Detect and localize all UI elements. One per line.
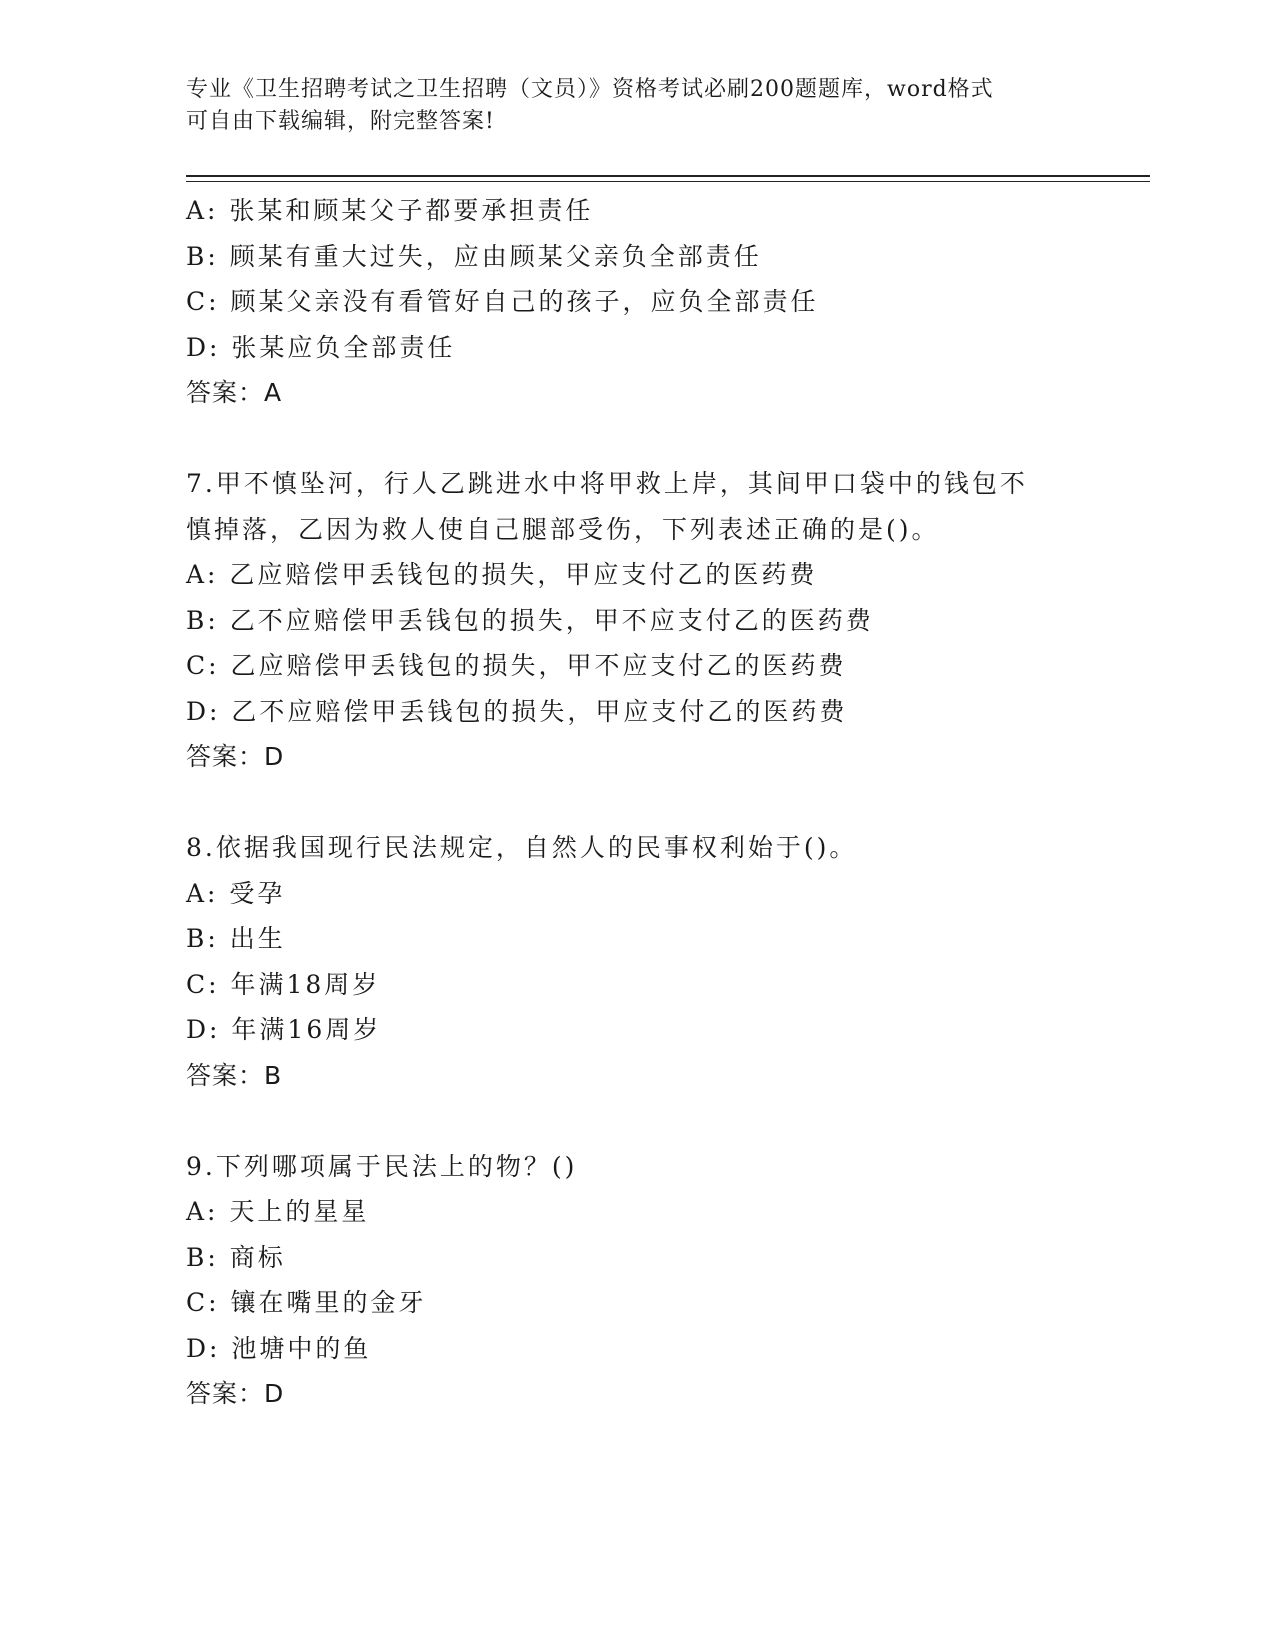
question-list (186, 188, 1146, 1417)
option-a: A: 乙应赔偿甲丢钱包的损失，甲应支付乙的医药费 (186, 560, 818, 589)
option-c: C: 镶在嘴里的金牙 (186, 1288, 427, 1317)
option-d: D: 年满16周岁 (186, 1015, 382, 1044)
answer: 答案：D (186, 742, 285, 771)
option-b: B: 出生 (186, 924, 286, 953)
option-d: D: 张某应负全部责任 (186, 332, 456, 362)
spacer (186, 1098, 1146, 1144)
header-line-2: 可自由下载编辑，附完整答案! (186, 109, 495, 134)
question-stem: 9.下列哪项属于民法上的物？() (186, 1151, 578, 1181)
option-d: D: 池塘中的鱼 (186, 1333, 372, 1363)
option-a: A: 天上的星星 (186, 1197, 370, 1226)
option-c: C: 年满18周岁 (186, 969, 381, 999)
question-9 (186, 1144, 1146, 1417)
answer: 答案：B (186, 1060, 283, 1090)
option-a: A: 受孕 (186, 878, 286, 908)
question-stem: 8.依据我国现行民法规定，自然人的民事权利始于()。 (186, 833, 858, 862)
option-b: B: 乙不应赔偿甲丢钱包的损失，甲不应支付乙的医药费 (186, 605, 874, 635)
option-c: C: 乙应赔偿甲丢钱包的损失，甲不应支付乙的医药费 (186, 651, 847, 680)
option-b: B: 顾某有重大过失，应由顾某父亲负全部责任 (186, 241, 762, 271)
answer: 答案：D (186, 1379, 285, 1408)
header-divider-thin (186, 181, 1150, 182)
document-header (186, 74, 1086, 138)
answer: 答案：A (186, 378, 283, 407)
option-a: A: 张某和顾某父子都要承担责任 (186, 196, 594, 225)
option-d: D: 乙不应赔偿甲丢钱包的损失，甲应支付乙的医药费 (186, 696, 848, 726)
question-7 (186, 461, 1146, 780)
question-stem: 7.甲不慎坠河，行人乙跳进水中将甲救上岸，其间甲口袋中的钱包不 (186, 469, 1028, 498)
question-stem-continued: 慎掉落，乙因为救人使自己腿部受伤，下列表述正确的是()。 (186, 514, 940, 544)
option-b: B: 商标 (186, 1242, 286, 1272)
question-6 (186, 188, 1146, 416)
header-line-1: 专业《卫生招聘考试之卫生招聘（文员）》资格考试必刷200题题库，word格式 (186, 77, 994, 102)
header-divider-thick (186, 175, 1150, 177)
question-8 (186, 825, 1146, 1098)
option-c: C: 顾某父亲没有看管好自己的孩子，应负全部责任 (186, 287, 819, 316)
spacer (186, 780, 1146, 826)
spacer (186, 416, 1146, 462)
